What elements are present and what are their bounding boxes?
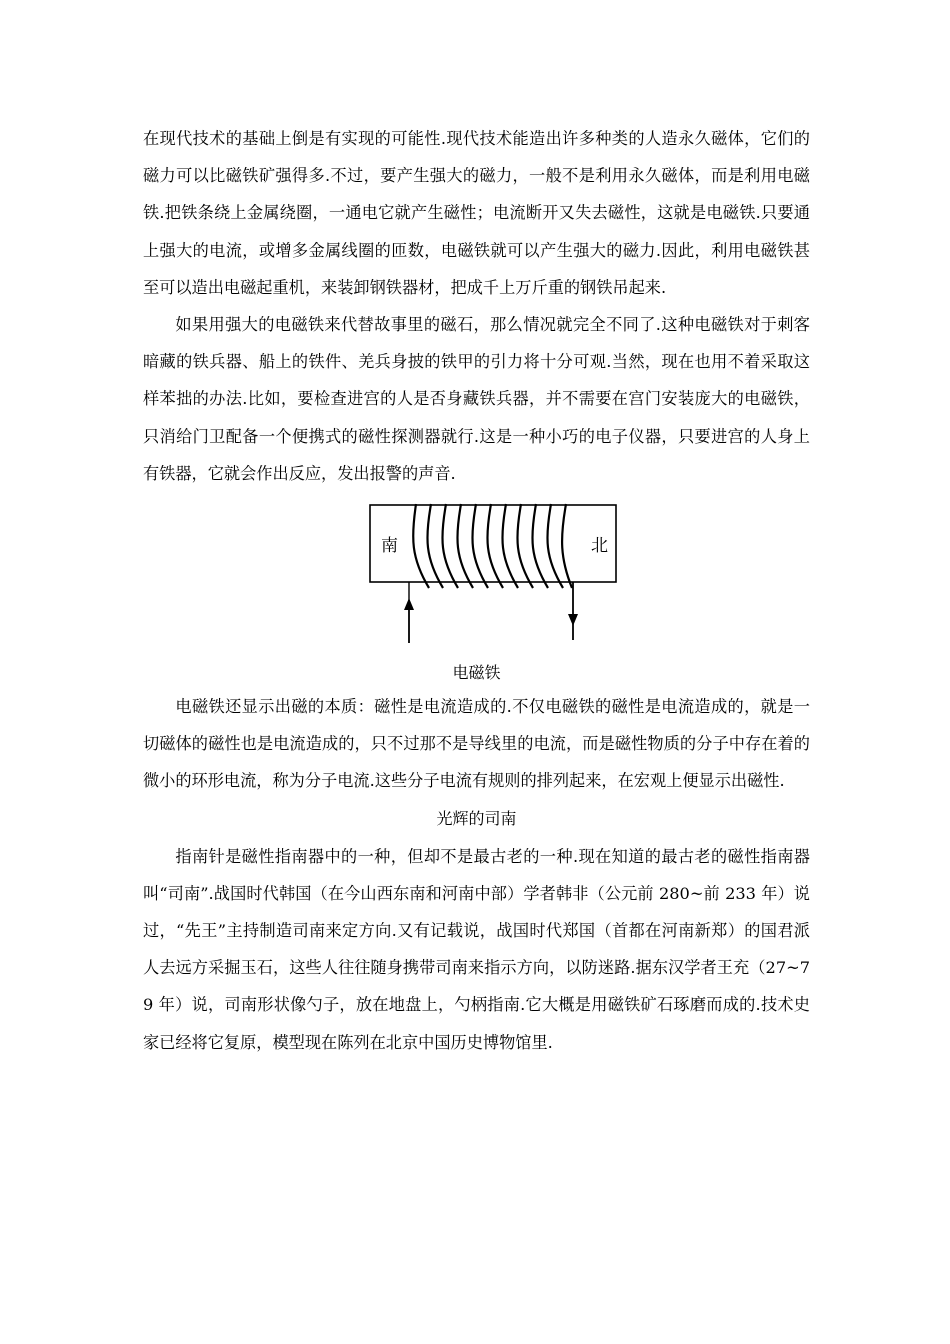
- paragraph-1: 在现代技术的基础上倒是有实现的可能性.现代技术能造出许多种类的人造永久磁体，它们的磁力可以比磁铁矿强得多.不过，要产生强大的磁力，一般不是利用永久磁体，而是利用电磁铁.把铁条绕上金属绕圈，一通电它就产生磁性；电流断开又失去磁性，这就是电磁铁.只要通上强大的电流，或增多金属线圈的匝数，电磁铁就可以产生强大的磁力.因此，利用电磁铁甚至可以造出电磁起重机，来装卸钢铁器材，把成千上万斤重的钢铁吊起来.: [143, 129, 810, 297]
- section-title: 光辉的司南: [436, 808, 517, 828]
- document-page: [143, 120, 810, 1061]
- output-arrow: [568, 614, 578, 626]
- figure-caption: 电磁铁: [452, 663, 501, 683]
- input-arrow: [404, 598, 414, 610]
- paragraph-3: 电磁铁还显示出磁的本质：磁性是电流造成的.不仅电磁铁的磁性是电流造成的，就是一切磁体的磁性也是电流造成的，只不过那不是导线里的电流，而是磁性物质的分子中存在着的微小的环形电流，称为分子电流.这些分子电流有规则的排列起来，在宏观上便显示出磁性.: [143, 697, 810, 791]
- paragraph-2: 如果用强大的电磁铁来代替故事里的磁石，那么情况就完全不同了.这种电磁铁对于刺客暗藏的铁兵器、船上的铁件、羌兵身披的铁甲的引力将十分可观.当然，现在也用不着采取这样苯拙的办法.比如，要检查进宫的人是否身藏铁兵器，并不需要在宫门安装庞大的电磁铁，只消给门卫配备一个便携式的磁性探测器就行.这是一种小巧的电子仪器，只要进宫的人身上有铁器，它就会作出反应，发出报警的声音.: [143, 315, 810, 483]
- north-pole-label: 北: [591, 536, 608, 557]
- paragraph-4: 指南针是磁性指南器中的一种，但却不是最古老的一种.现在知道的最古老的磁性指南器叫“司南”.战国时代韩国（在今山西东南和河南中部）学者韩非（公元前 280~前 233 年）说过，“先王”主持制造司南来定方向.又有记载说，战国时代郑国（首都在河南新郑）的国君派人去远方采掘玉石，这些人往往随身携带司南来指示方向，以防迷路.据东汉学者王充（27~79 年）说，司南形状像勺子，放在地盘上，勺柄指南.它大概是用磁铁矿石琢磨而成的.技术史家已经将它复原，模型现在陈列在北京中国历史博物馆里.: [143, 846, 810, 1052]
- electromagnet-diagram: [143, 498, 810, 658]
- coil-windings: [413, 504, 572, 588]
- south-pole-label: 南: [381, 536, 398, 557]
- electromagnet-figure: [143, 498, 810, 658]
